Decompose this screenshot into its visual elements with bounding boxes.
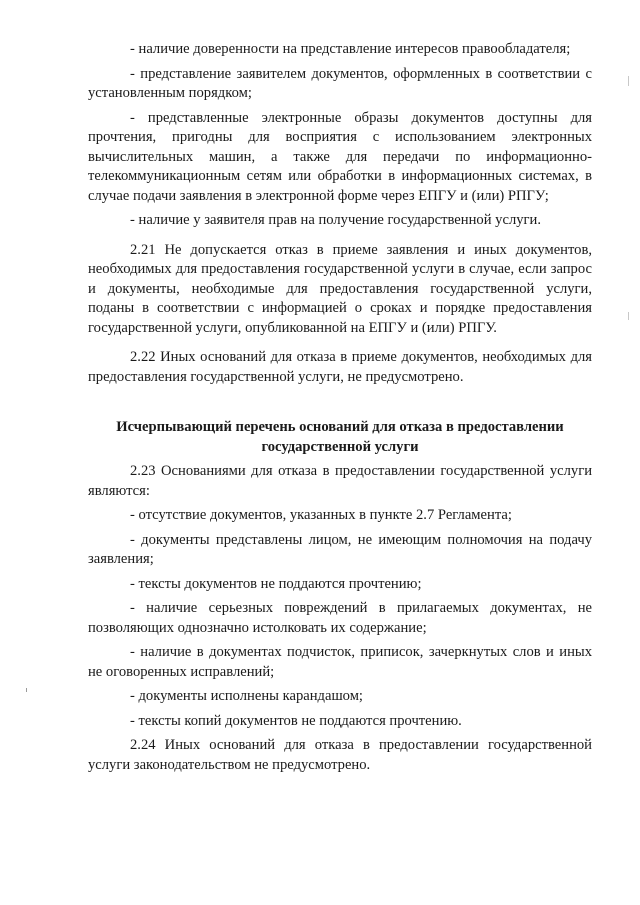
- list-item-pencil: - документы исполнены карандашом;: [130, 688, 363, 704]
- list-item-serious-damage: - наличие серьезных повреждений в прилагаемых документах, не позволяющих однозначно истолковать их содержание;: [88, 600, 592, 636]
- document-body: [88, 40, 592, 775]
- paragraph-power-of-attorney: - наличие доверенности на представление интересов правообладателя;: [130, 41, 571, 57]
- scan-edge-mark: [628, 312, 629, 320]
- list-item-erasures: - наличие в документах подчисток, приписок, зачеркнутых слов и иных не оговоренных исправлений;: [88, 644, 592, 680]
- scan-edge-mark: [628, 76, 629, 86]
- list-item-unauthorized-person: - документы представлены лицом, не имеющим полномочия на подачу заявления;: [88, 531, 592, 567]
- paragraph-documents-in-order: - представление заявителем документов, оформленных в соответствии с установленным порядком;: [88, 65, 592, 101]
- paragraph-electronic-images: - представленные электронные образы документов доступны для прочтения, пригодны для восприятия с использованием электронных вычислительных машин, а также для передачи по информационно-телекоммуникационным сетям или обработки в информационных системах, в случае подачи заявления в электронной форме через ЕПГУ и (или) РПГУ;: [88, 109, 592, 204]
- paragraph-2-23: 2.23 Основаниями для отказа в предоставлении государственной услуги являются:: [88, 463, 592, 499]
- paragraph-2-22: 2.22 Иных оснований для отказа в приеме документов, необходимых для предоставления государственной услуги, не предусмотрено.: [88, 349, 592, 385]
- paragraph-2-21: 2.21 Не допускается отказ в приеме заявления и иных документов, необходимых для предоставления государственной услуги в случае, если запрос и документы, необходимые для предоставления государственной услуги, поданы в соответствии с информацией о сроках и порядке предоставления государственной услуги, опубликованной на ЕПГУ и (или) РПГУ.: [88, 241, 592, 336]
- list-item-missing-documents: - отсутствие документов, указанных в пункте 2.7 Регламента;: [130, 507, 512, 523]
- paragraph-2-24: 2.24 Иных оснований для отказа в предоставлении государственной услуги законодательством не предусмотрено.: [88, 737, 592, 773]
- list-item-unreadable-copies: - тексты копий документов не поддаются прочтению.: [130, 712, 462, 729]
- section-heading-line-1: Исчерпывающий перечень оснований для отказа в предоставлении: [116, 419, 564, 435]
- paragraph-applicant-rights: - наличие у заявителя прав на получение государственной услуги.: [130, 212, 541, 228]
- section-heading-line-2: государственной услуги: [261, 438, 419, 455]
- list-item-unreadable-texts: - тексты документов не поддаются прочтению;: [130, 575, 422, 592]
- section-heading: [88, 418, 592, 457]
- scan-speck: [26, 688, 27, 692]
